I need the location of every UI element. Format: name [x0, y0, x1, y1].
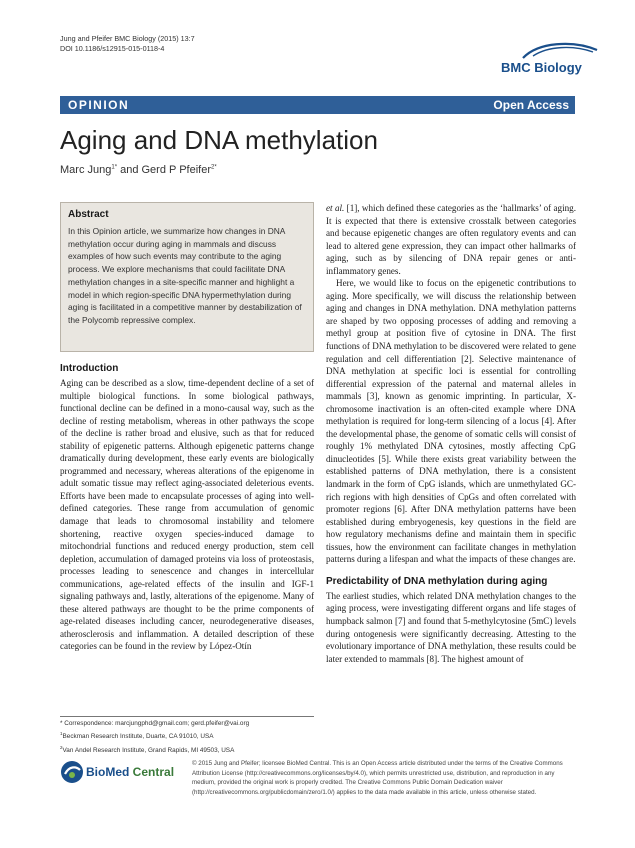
affiliation-1-marker: 1: [60, 731, 63, 737]
affiliation-2-marker: 2: [60, 744, 63, 750]
publisher-logo-main: BioMed: [86, 765, 130, 779]
correspondence-line[interactable]: * Correspondence: marcjungphd@gmail.com; gerd.pfeifer@vai.org: [60, 720, 250, 727]
publisher-logo-text: [86, 765, 174, 779]
publisher-logo: [60, 760, 185, 784]
footnote-divider: [60, 716, 314, 717]
citation-line: Jung and Pfeifer BMC Biology (2015) 13:7: [60, 34, 195, 43]
abstract-heading: Abstract: [68, 209, 109, 220]
author-separator: and: [117, 164, 142, 176]
footnotes: [60, 719, 314, 756]
author-2-affiliation: 2*: [211, 164, 217, 171]
open-access-label: Open Access: [493, 98, 569, 112]
publisher-logo-sub: Central: [129, 765, 175, 779]
section-bar: [60, 96, 575, 114]
predictability-heading: Predictability of DNA methylation during aging: [326, 575, 548, 587]
article-title: Aging and DNA methylation: [60, 125, 378, 155]
author-list: [60, 164, 217, 176]
journal-logo-text: BMC Biology: [501, 60, 582, 75]
right-column: [326, 202, 576, 665]
right-para-3: The earliest studies, which related DNA methylation changes to the aging process, were investigating different organs and life stages of humpback salmon [7] and found that 5-methylcytosine (5mC) levels during ontogenesis were significantly decreasing. Attesting to the evolutionary importance of DNA methylation, these results could be later extended to mammals [8]. The highest amount of: [326, 590, 576, 664]
affiliation-1-text: Beckman Research Institute, Duarte, CA 91010, USA: [62, 733, 214, 741]
article-type-label: OPINION: [68, 98, 130, 112]
publisher-logo-icon: [60, 760, 84, 784]
et-al-italic: et al.: [326, 203, 345, 213]
right-para-1-text: [1], which defined these categories as the ‘hallmarks’ of aging. It is expected that there is extensive crosstalk between categories and because epigenetic changes are often regulatory events and can lead to altered gene expression, they can impact other hallmarks of aging, such as by silencing of DNA repair genes or anti-inflammatory genes.: [326, 203, 577, 276]
author-1[interactable]: Marc Jung: [60, 164, 112, 176]
right-para-1: [326, 202, 576, 277]
affiliation-2-text: Van Andel Research Institute, Grand Rapids, MI 49503, USA: [62, 746, 235, 754]
license-text: © 2015 Jung and Pfeifer; licensee BioMed Central. This is an Open Access article distributed under the terms of the Creative Commons Attribution License (http://creativecommons.org/licenses/by/4.0), which permits unrestricted use, distribution, and reproduction in any medium, provided the original work is properly credited. The Creative Commons Public Domain Dedication waiver (http://creativecommons.org/publicdomain/zero/1.0/) applies to the data made available in this article, unless otherwise stated.: [192, 760, 563, 797]
introduction-heading: Introduction: [60, 363, 119, 374]
affiliation-2: [60, 743, 314, 756]
right-para-2: Here, we would like to focus on the epigenetic contributions to aging. More specifically, we will discuss the relationship between aging and changes in DNA methylation. DNA methylation patterns are shaped by two opposing processes of adding and removing a methyl group at position five of cytosine in DNA. The first functions of DNA methylation to be discovered were related to gene regulation and cell differentiation [2]. Selective maintenance of DNA methylation at specific loci is essential for controlling differential expression of the paternal and maternal alleles in mammals [3], known as genomic imprinting. In particular, X-chromosome inactivation is an often-cited example where DNA methylation is required for long-term silencing of a locus [4]. After the developmental phase, the genome of somatic cells will consist of roughly 1% methylated DNA cytosines, mostly affecting CpG dinucleotides [5]. While there exists great variability between the established patterns of DNA methylation, there is a consistent landmark in the form of CpG islands, which are unmethylated GC-rich regions with high densities of CpGs and often correlated with promoter regions [6]. After DNA methylation patterns have been established during embryogenesis, key questions in the field are how regulatory mechanisms define and maintain them in specific tissues, how the environment can facilitate changes in methylation patterns during a lifespan and what the impacts of these changes are.: [326, 278, 576, 565]
abstract-box: [60, 202, 314, 352]
author-2[interactable]: Gerd P Pfeifer: [141, 164, 211, 176]
introduction-text: Aging can be described as a slow, time-dependent decline of a set of multiple biological functions. In some biological pathways, functional decline can be defined in a mono-causal way, such as the decline of resting metabolism, whereas in other pathways the scope of the decline is rather broad and elusive, such as that for reduced stability of epigenetic patterns. Although epigenetic patterns change dramatically during development, these early events are biologically programmed and necessary, whereas alterations of the epigenome in adult somatic tissue may reflect aging-associated deleterious events. Efforts have been made to encapsulate processes of aging into well-defined categories. These range from accumulation of genomic damage that leads to chromosomal instability and telomere shortening, reactive oxygen species-induced damage to mitochondrial functions and reduced energy production, stem cell depletion, accumulation of damaged proteins via loss of proteostasis, processes leading to senescence and changes in intercellular communications, age-related effects of the insulin and IGF-1 signaling pathways and, lastly, alterations of the epigenome. Many of these altered pathways are thought to be the prime components of age-related diseases including cancer, neurodegenerative diseases, atherosclerosis and inflammation. A detailed description of these categories can be found in the review by López-Otín: [60, 378, 314, 652]
author-1-affiliation: 1*: [111, 164, 118, 171]
journal-logo: [493, 40, 603, 84]
abstract-text: In this Opinion article, we summarize how changes in DNA methylation occur during aging in mammals and discuss examples of how such events may contribute to the aging process. We explore mechanisms that could facilitate DNA methylation changes in a site-specific manner and highlight a model in which region-specific DNA hypermethylation during aging is facilitated in a competitive manner by destabilization of the Polycomb repressive complex.: [68, 226, 302, 325]
affiliation-1: [60, 729, 314, 742]
left-column: [60, 363, 314, 653]
doi-text[interactable]: DOI 10.1186/s12915-015-0118-4: [60, 44, 165, 53]
